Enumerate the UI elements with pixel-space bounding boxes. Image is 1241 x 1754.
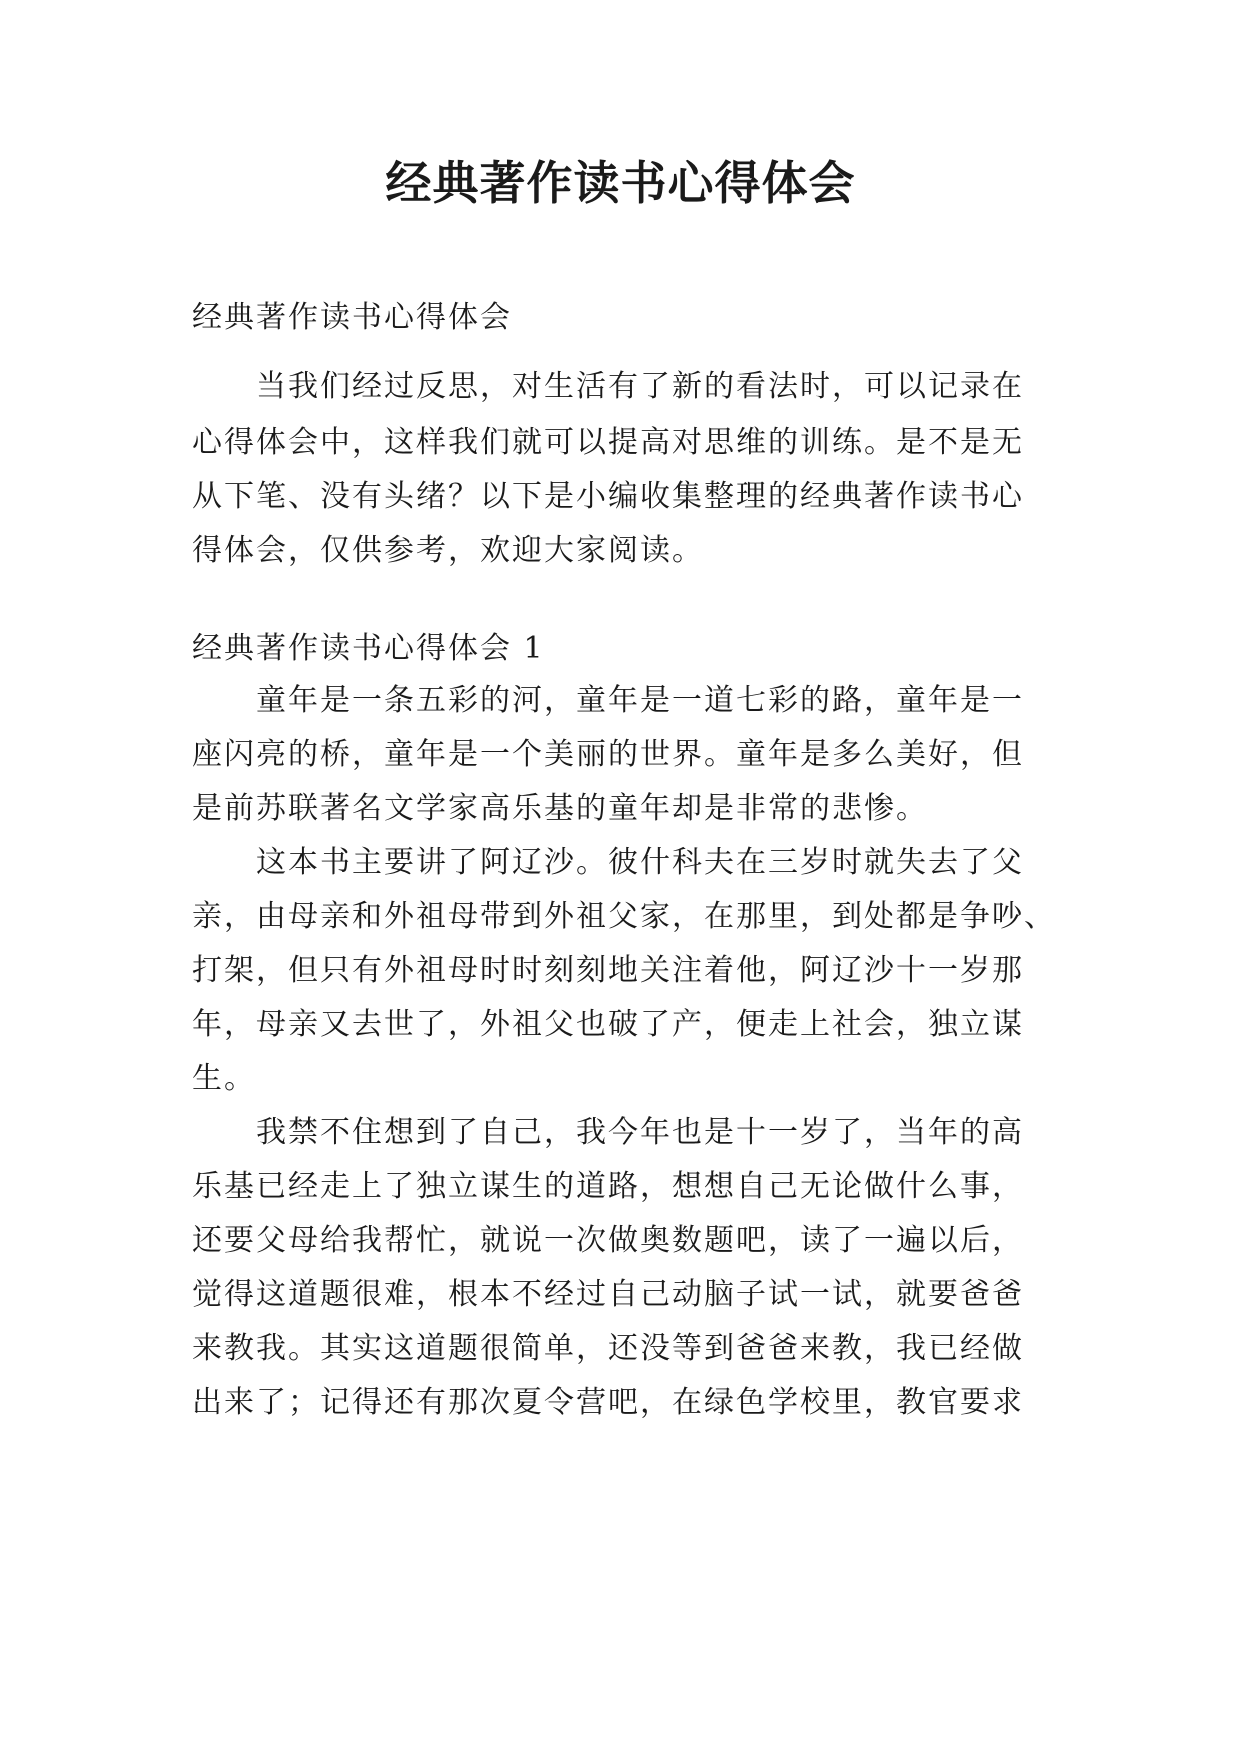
paragraph-line: 还要父母给我帮忙，就说一次做奥数题吧，读了一遍以后， [192,1223,1024,1258]
paragraph-line: 我禁不住想到了自己，我今年也是十一岁了，当年的高 [256,1115,1024,1150]
paragraph-line: 打架，但只有外祖母时时刻刻地关注着他，阿辽沙十一岁那 [192,953,1024,988]
intro-line: 从下笔、没有头绪？以下是小编收集整理的经典著作读书心 [192,479,1024,514]
intro-line: 当我们经过反思，对生活有了新的看法时，可以记录在 [256,369,1024,404]
paragraph-line: 座闪亮的桥，童年是一个美丽的世界。童年是多么美好，但 [192,737,1024,772]
paragraph-line: 乐基已经走上了独立谋生的道路，想想自己无论做什么事， [192,1169,1024,1204]
paragraph-line: 觉得这道题很难，根本不经过自己动脑子试一试，就要爸爸 [192,1277,1024,1312]
document-title: 经典著作读书心得体会 [385,156,856,210]
paragraph-line: 是前苏联著名文学家高乐基的童年却是非常的悲惨。 [192,791,928,826]
paragraph-line: 生。 [192,1061,256,1096]
paragraph-line: 童年是一条五彩的河，童年是一道七彩的路，童年是一 [256,683,1024,718]
paragraph-line: 出来了；记得还有那次夏令营吧，在绿色学校里，教官要求 [192,1385,1024,1420]
paragraph-line: 这本书主要讲了阿辽沙。彼什科夫在三岁时就失去了父 [256,845,1024,880]
paragraph-line: 亲，由母亲和外祖母带到外祖父家，在那里，到处都是争吵、 [192,899,1056,934]
section-heading: 经典著作读书心得体会 1 [192,631,545,666]
paragraph-line: 来教我。其实这道题很简单，还没等到爸爸来教，我已经做 [192,1331,1024,1366]
paragraph-line: 年，母亲又去世了，外祖父也破了产，便走上社会，独立谋 [192,1007,1024,1042]
intro-line: 得体会，仅供参考，欢迎大家阅读。 [192,533,704,568]
document-subtitle: 经典著作读书心得体会 [192,300,512,335]
intro-line: 心得体会中，这样我们就可以提高对思维的训练。是不是无 [192,425,1024,460]
